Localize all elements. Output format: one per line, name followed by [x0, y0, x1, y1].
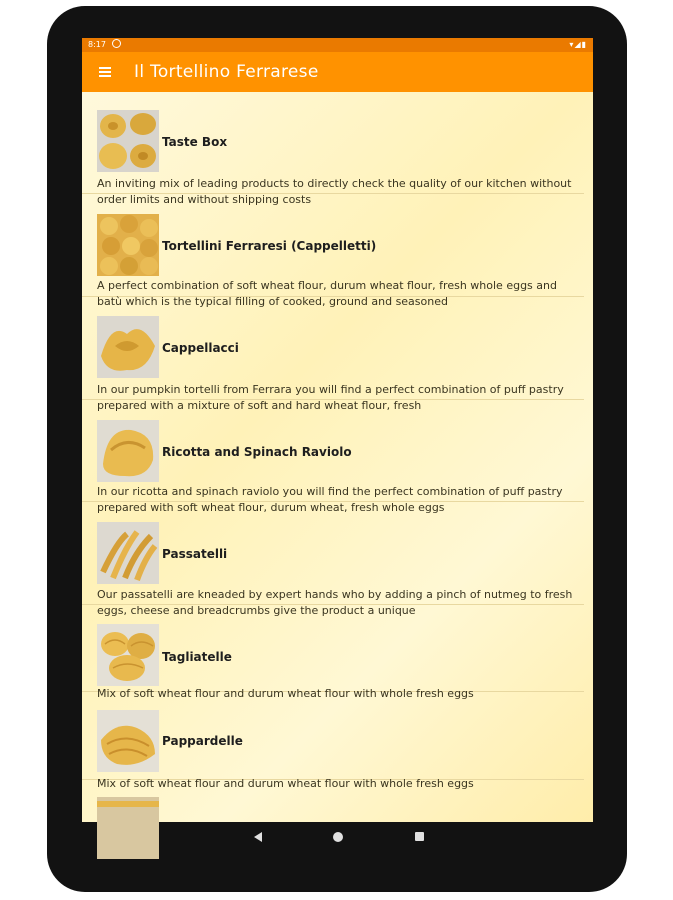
product-item-tagliatelle[interactable] — [82, 605, 584, 700]
product-thumbnail — [97, 522, 159, 584]
product-title: Cappellacci — [162, 341, 239, 355]
product-title: Ricotta and Spinach Raviolo — [162, 445, 352, 459]
product-thumbnail — [97, 214, 159, 276]
navigation-bar — [82, 822, 593, 854]
product-item-passatelli[interactable] — [82, 502, 584, 617]
back-icon[interactable] — [254, 832, 262, 842]
product-thumbnail — [97, 710, 159, 772]
product-item-taste-box[interactable] — [82, 92, 584, 206]
screen-record-icon — [112, 39, 121, 48]
product-description: An inviting mix of leading products to directly check the quality of our kitchen without order limits and without shipping costs — [97, 177, 572, 206]
menu-icon[interactable] — [99, 67, 111, 77]
product-description: Mix of soft wheat flour and durum wheat flour with whole fresh eggs — [97, 687, 474, 700]
product-thumbnail-partial — [97, 797, 159, 807]
product-title: Passatelli — [162, 547, 228, 561]
product-description: In our pumpkin tortelli from Ferrara you will find a perfect combination of puff pastry prepared with a mixture of soft and hard wheat flour, fresh — [97, 383, 564, 412]
product-title: Taste Box — [162, 135, 228, 149]
product-thumbnail — [97, 420, 159, 482]
product-title: Tortellini Ferraresi (Cappelletti) — [162, 239, 377, 253]
product-item-tortellini[interactable] — [82, 194, 584, 308]
product-description: Our passatelli are kneaded by expert hands who by adding a pinch of nutmeg to fresh eggs, cheese and breadcrumbs give the product a unique — [97, 588, 573, 617]
status-icons: ▾◢▮ — [569, 40, 587, 49]
home-icon[interactable] — [333, 832, 343, 842]
recent-apps-icon[interactable] — [415, 832, 424, 841]
product-item-cappellacci[interactable] — [82, 297, 584, 412]
app-title: Il Tortellino Ferrarese — [134, 62, 319, 82]
product-thumbnail — [97, 624, 159, 686]
product-item-ricotta-raviolo[interactable] — [82, 400, 584, 514]
status-bar — [82, 38, 593, 52]
product-thumbnail — [97, 110, 159, 172]
product-title: Pappardelle — [162, 734, 243, 748]
app-screen — [82, 38, 593, 822]
product-list[interactable] — [82, 92, 593, 822]
product-thumbnail — [97, 316, 159, 378]
product-description: In our ricotta and spinach raviolo you will find the perfect combination of puff pastry prepared with soft wheat flour, durum wheat, fresh whole eggs — [97, 485, 563, 514]
product-title: Tagliatelle — [162, 650, 232, 664]
app-bar — [82, 52, 593, 92]
product-description: A perfect combination of soft wheat flour, durum wheat flour, fresh whole eggs and batù which is the typical filling of cooked, ground and seasoned — [97, 279, 557, 308]
status-time: 8:17 — [88, 40, 106, 49]
product-item-pappardelle[interactable] — [82, 692, 584, 790]
product-description: Mix of soft wheat flour and durum wheat flour with whole fresh eggs — [97, 777, 474, 790]
